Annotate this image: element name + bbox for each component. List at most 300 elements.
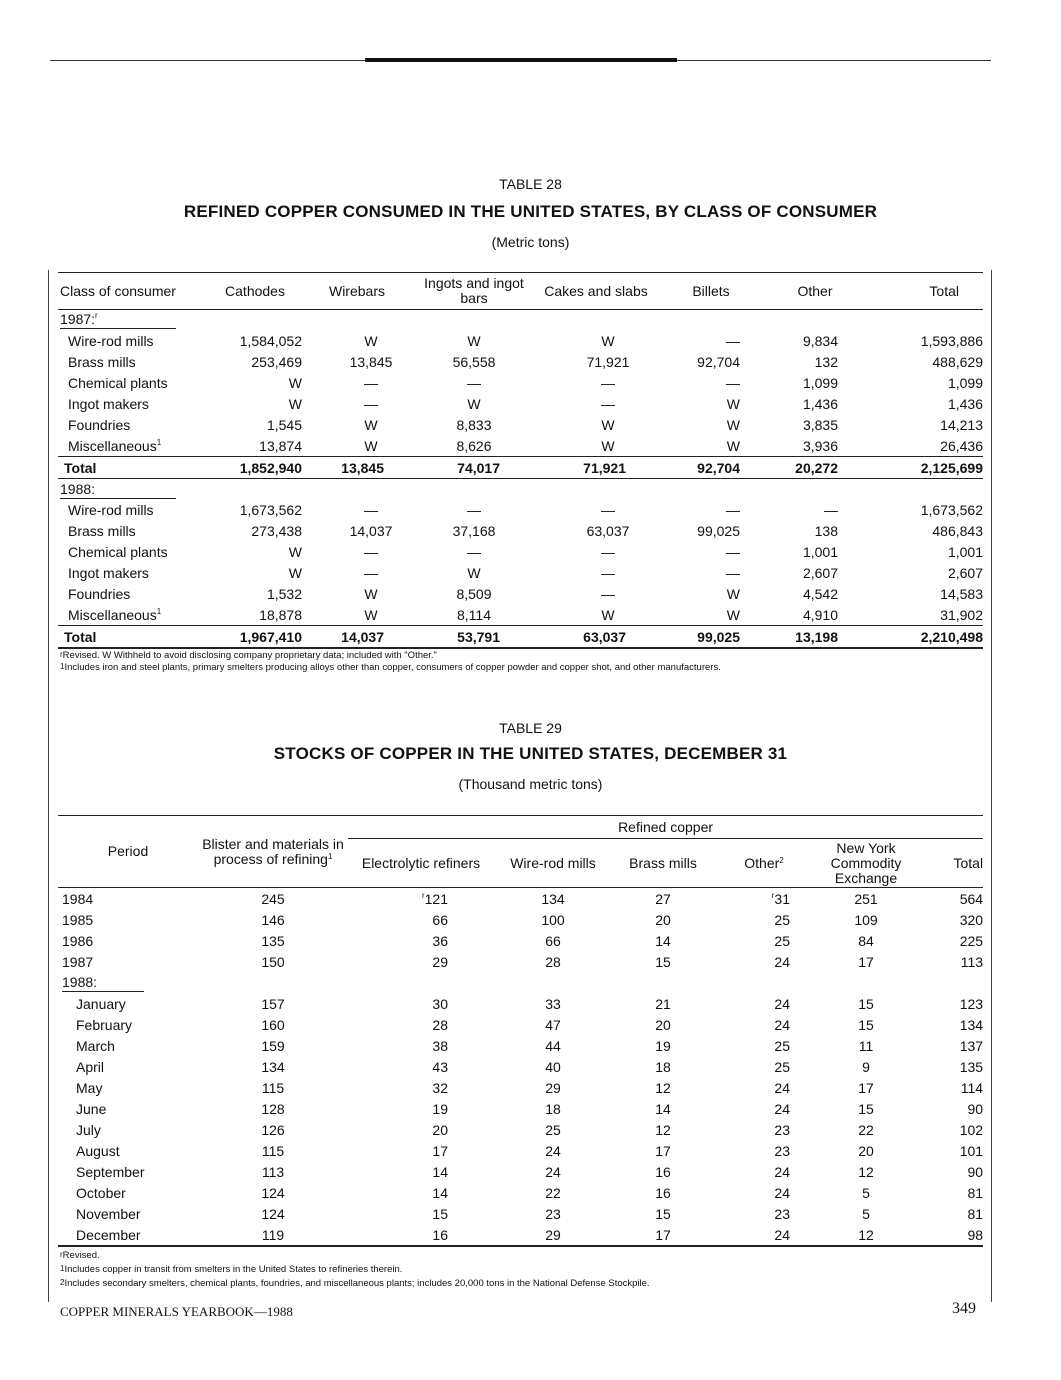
t29-cell: 43 (432, 1058, 448, 1075)
t28-row (58, 521, 983, 542)
t28-row-label: Ingot makers (68, 565, 149, 582)
t28-cell: 71,921 (586, 354, 630, 371)
t28-cell: 1,001 (947, 544, 983, 561)
table28 (58, 272, 983, 649)
t29-cell: 20 (858, 1142, 874, 1159)
t28-row-label: Total (58, 457, 208, 479)
t28-cell: 1,673,562 (920, 502, 983, 519)
t29-cell: 157 (261, 995, 285, 1012)
t28-row-label: Brass mills (68, 354, 136, 371)
t29-cell (714, 888, 814, 910)
t28-year-label (60, 311, 176, 329)
t29-cell: 18 (655, 1058, 671, 1075)
t28-cell: 92,704 (656, 457, 766, 479)
t29-cell: 15 (858, 1100, 874, 1117)
t29-cell: 28 (432, 1016, 448, 1033)
table29-footnote-2: $^2$Includes secondary smelters, chemical plants, foundries, and miscellaneous plants; includes 20,000 tons in the National Defense Stockpile. (60, 1278, 650, 1289)
t29-cell: 146 (261, 911, 285, 928)
t28-cell: 99,025 (697, 523, 740, 540)
t28-cell: 1,099 (947, 375, 983, 392)
t29-row-label: August (76, 1142, 120, 1159)
t28-cell: 2,607 (802, 565, 838, 582)
t28-cell: — (726, 544, 740, 561)
t29-row (58, 1182, 983, 1203)
t28-year-cell (58, 310, 983, 331)
table29-title: STOCKS OF COPPER IN THE UNITED STATES, DECEMBER 31 (273, 744, 788, 763)
t28-cell: W (364, 333, 378, 350)
t29-cell: 25 (545, 1121, 561, 1138)
t29-header-other-text: Other (744, 854, 780, 871)
t28-cell: 1,593,886 (920, 333, 983, 350)
t28-header-other: Other (766, 273, 864, 310)
t29-row-label: 1985 (62, 911, 94, 928)
t29-cell: 102 (959, 1121, 984, 1138)
t29-cell: 128 (261, 1100, 285, 1117)
t29-cell: 17 (655, 1142, 671, 1159)
t28-cell: W (467, 396, 481, 412)
t29-header-total: Total (918, 839, 983, 888)
t29-row-label: September (76, 1163, 145, 1180)
table28-units: (Metric tons) (491, 234, 570, 250)
t29-cell: 24 (545, 1163, 561, 1180)
t28-cell: W (726, 606, 740, 623)
t29-cell: 81 (967, 1184, 984, 1201)
t29-row-label: 1987 (62, 953, 94, 970)
t29-cell: 134 (261, 1058, 285, 1075)
t28-cell: W (601, 606, 615, 623)
t29-cell: 27 (655, 890, 671, 907)
t28-row (58, 500, 983, 521)
t29-header-blister: Blister and materials in process of refining$^1$ (198, 816, 348, 888)
t29-cell: 24 (774, 1163, 790, 1180)
t29-row-label: July (76, 1121, 101, 1138)
t28-cell: W (364, 606, 378, 623)
t28-header-cathodes: Cathodes (208, 273, 302, 310)
t29-header-blister-text: Blister and materials in process of refining (202, 835, 344, 867)
t29-cell: 17 (432, 1142, 448, 1159)
t29-cell: 16 (655, 1184, 671, 1201)
t29-cell: 29 (494, 1224, 612, 1246)
t29-cell: 24 (714, 1224, 814, 1246)
t28-cell: 8,626 (456, 437, 492, 454)
t28-cell: 74,017 (412, 457, 536, 479)
t28-revised-mark: r (95, 311, 98, 321)
t29-header-other: Other$^2$ (714, 839, 814, 888)
t29-year-label: 1988: (62, 974, 144, 992)
t28-cell: 4,910 (802, 606, 838, 623)
t29-row (58, 993, 983, 1014)
t28-footnote-mark: 1 (156, 606, 162, 616)
t29-cell: 12 (655, 1121, 671, 1138)
t28-cell: — (467, 544, 481, 561)
t28-row (58, 414, 983, 435)
t29-cell: 90 (967, 1100, 984, 1117)
t29-cell: 44 (545, 1037, 561, 1054)
t29-revised-mark: r (421, 890, 425, 900)
t29-row (58, 888, 983, 910)
t29-cell: 36 (432, 932, 448, 949)
t29-row-label: November (76, 1205, 141, 1222)
t29-row-label: October (76, 1184, 126, 1201)
t29-cell: 15 (858, 995, 874, 1012)
t28-cell: 26,436 (940, 437, 983, 454)
t28-cell: 14,037 (349, 523, 393, 540)
t28-year-cell (58, 479, 983, 500)
t29-row (58, 930, 983, 951)
t28-year-text: 1988: (60, 480, 96, 497)
t29-cell: 15 (432, 1205, 448, 1222)
t28-cell: 1,436 (947, 396, 983, 412)
t28-row (58, 542, 983, 563)
t29-year-row (58, 972, 983, 993)
t29-row-label: May (76, 1079, 103, 1096)
t28-cell: 132 (814, 354, 838, 371)
t29-cell: 14 (655, 1100, 671, 1117)
t29-row (58, 1035, 983, 1056)
t29-cell: 19 (655, 1037, 671, 1054)
t28-cell: W (288, 396, 302, 412)
t29-row-label: December (58, 1224, 198, 1246)
t29-cell: 21 (655, 995, 671, 1012)
t29-cell: 123 (959, 995, 984, 1012)
t28-total-row (58, 457, 983, 479)
t29-cell: 5 (862, 1205, 870, 1222)
t29-cell: 16 (655, 1163, 671, 1180)
t28-year-row (58, 310, 983, 331)
t28-cell: W (726, 416, 740, 433)
t28-cell: — (601, 586, 615, 603)
t29-revised-mark: r (771, 890, 775, 900)
t29-cell: 109 (854, 911, 878, 928)
t29-cell: 24 (545, 1142, 561, 1159)
t28-header-billets: Billets (656, 273, 766, 310)
t28-row-label (58, 604, 208, 625)
t29-cell: 19 (432, 1100, 448, 1117)
t28-cell: W (726, 586, 740, 603)
t29-cell: 84 (858, 932, 874, 949)
t28-row-label: Brass mills (68, 523, 136, 540)
t29-cell: 113 (960, 953, 984, 970)
t28-cell: — (364, 565, 378, 582)
t28-row-label (58, 435, 208, 456)
t29-header-brass: Brass mills (612, 839, 714, 888)
t29-cell: 101 (959, 1142, 984, 1159)
t28-row-label: Chemical plants (68, 375, 168, 392)
t28-cell: 8,509 (456, 586, 492, 603)
t28-cell: 18,878 (259, 606, 302, 623)
t28-cell: 13,845 (302, 457, 412, 479)
t28-row-label: Wire-rod mills (68, 502, 154, 519)
t29-cell: 14 (432, 1184, 448, 1201)
page-number: 349 (952, 1300, 976, 1317)
t29-cell: 20 (655, 911, 671, 928)
t28-cell: W (288, 375, 302, 392)
t28-cell: 488,629 (932, 354, 983, 371)
t28-cell: 1,436 (802, 396, 838, 412)
t29-cell: 25 (774, 932, 790, 949)
t29-cell: 14 (655, 932, 671, 949)
t29-cell: 28 (545, 953, 561, 970)
t29-cell: 100 (541, 911, 565, 928)
t28-cell: 1,852,940 (208, 457, 302, 479)
t29-cell: 124 (261, 1205, 285, 1222)
t29-header-refined: Refined copper (348, 816, 983, 839)
t28-row-label: Ingot makers (68, 396, 149, 412)
t29-cell: 137 (959, 1037, 984, 1054)
t29-cell: 24 (774, 995, 790, 1012)
t28-cell: — (601, 396, 615, 412)
t28-year-label (60, 481, 176, 499)
t29-cell: 24 (774, 953, 790, 970)
t28-cell: 1,545 (266, 416, 302, 433)
t28-cell: 2,607 (947, 565, 983, 582)
t29-cell: 225 (959, 932, 984, 949)
t28-cell: 14,213 (940, 416, 983, 433)
t28-cell: 13,874 (259, 437, 302, 454)
t28-row-label: Foundries (68, 416, 131, 433)
t28-footnote-mark: 1 (156, 437, 162, 447)
t29-cell (348, 888, 494, 910)
t29-cell: 126 (261, 1121, 285, 1138)
t29-row-label: June (76, 1100, 107, 1117)
t28-cell: — (467, 502, 481, 519)
table29-body (58, 888, 983, 1247)
t28-cell: 3,936 (802, 437, 838, 454)
t29-cell: 20 (655, 1016, 671, 1033)
table28-body (58, 310, 983, 649)
t28-row (58, 394, 983, 415)
t28-cell: — (601, 375, 615, 392)
t29-cell: 15 (655, 1205, 671, 1222)
t28-cell: 1,967,410 (208, 626, 302, 648)
t28-header-ingots: Ingots and ingot bars (412, 273, 536, 310)
t28-cell: 8,114 (457, 606, 491, 623)
t29-row (58, 1140, 983, 1161)
t28-cell: — (364, 502, 378, 519)
t29-cell: 23 (545, 1205, 561, 1222)
t28-cell: 63,037 (586, 523, 630, 540)
t28-fn-r-text: Revised. W Withheld to avoid disclosing company proprietary data; included with "Other." (62, 650, 437, 661)
t29-row (58, 1203, 983, 1224)
t28-cell: 273,438 (251, 523, 302, 540)
t28-cell: 13,198 (766, 626, 864, 648)
t29-cell: 159 (261, 1037, 285, 1054)
t29-cell: 17 (858, 953, 874, 970)
t29-row-label: 1984 (62, 890, 94, 907)
t28-header-cakes: Cakes and slabs (536, 273, 656, 310)
table28-number: TABLE 28 (499, 176, 562, 192)
t29-row (58, 1224, 983, 1246)
t28-cell: — (726, 333, 740, 350)
t29-cell: 33 (545, 995, 561, 1012)
t28-row (58, 352, 983, 373)
t28-cell: W (467, 565, 481, 582)
t28-cell: W (288, 565, 302, 582)
t28-cell: W (467, 333, 481, 350)
t29-cell: 17 (858, 1079, 874, 1096)
t29-cell: 23 (774, 1142, 790, 1159)
t29-cell-text: 121 (424, 890, 448, 907)
t29-cell: 113 (261, 1163, 285, 1180)
t29-cell: 245 (261, 890, 285, 907)
t29-cell: 98 (918, 1224, 983, 1246)
t28-cell: — (726, 375, 740, 392)
t28-fn-1-text: Includes iron and steel plants, primary smelters producing alloys other than copper, consumers of copper powder and copper shot, and other manufacturers. (64, 662, 721, 673)
table28-footnote-revised: $^r$Revised. W Withheld to avoid disclosing company proprietary data; included with "Other." (60, 650, 437, 661)
t28-row (58, 373, 983, 394)
t29-cell: 124 (261, 1184, 285, 1201)
t29-year-cell (58, 972, 983, 993)
t29-cell: 135 (261, 932, 285, 949)
t29-header-period: Period (58, 816, 198, 888)
t29-cell: 150 (261, 953, 285, 970)
t29-cell: 24 (774, 1079, 790, 1096)
t29-cell-text: 31 (774, 890, 790, 907)
t28-cell: W (364, 437, 378, 454)
t28-cell: — (601, 544, 615, 561)
t29-fn-r-text: Revised. (62, 1250, 100, 1261)
t29-header-nyce: New York Commodity Exchange (814, 839, 918, 888)
table29 (58, 815, 983, 1247)
t28-cell: 56,558 (452, 354, 496, 371)
t29-cell: 114 (960, 1079, 984, 1096)
t28-cell: W (364, 416, 378, 433)
t29-cell: 11 (858, 1037, 874, 1054)
t29-cell: 135 (959, 1058, 984, 1075)
t28-cell: 4,542 (802, 586, 838, 603)
t29-fn-2-text: Includes secondary smelters, chemical plants, foundries, and miscellaneous plants; includes 20,000 tons in the National Defense Stockpile. (64, 1278, 650, 1289)
t29-cell: 160 (261, 1016, 285, 1033)
t28-cell: — (467, 375, 481, 392)
t29-cell: 14 (432, 1163, 448, 1180)
t29-header-electrolytic: Electrolytic refiners (348, 839, 494, 888)
t29-row-label: April (76, 1058, 105, 1075)
t29-cell: 32 (432, 1079, 448, 1096)
t28-cell: — (364, 544, 378, 561)
t29-cell: 22 (545, 1184, 561, 1201)
t28-cell: 14,583 (940, 586, 983, 603)
t29-cell: 22 (858, 1121, 874, 1138)
t28-cell: 31,902 (940, 606, 983, 623)
t29-cell: 9 (862, 1058, 870, 1075)
t29-row (58, 1119, 983, 1140)
table29-number: TABLE 29 (499, 720, 562, 736)
t28-cell: 253,469 (251, 354, 302, 371)
t29-cell: 24 (774, 1100, 790, 1117)
t28-cell: 9,834 (802, 333, 838, 350)
t29-row-label: March (76, 1037, 115, 1054)
t28-cell: 1,673,562 (239, 502, 302, 519)
t29-cell: 24 (774, 1184, 790, 1201)
t28-total-row (58, 626, 983, 648)
t28-cell: W (288, 544, 302, 561)
t28-row (58, 563, 983, 584)
t28-header-wirebars: Wirebars (302, 273, 412, 310)
t29-cell: 25 (774, 1037, 790, 1054)
t28-row (58, 331, 983, 352)
t28-year-text: 1987: (60, 311, 96, 328)
t29-cell: 66 (545, 932, 561, 949)
t29-cell: 29 (545, 1079, 561, 1096)
t28-year-row (58, 479, 983, 500)
t28-row (58, 584, 983, 605)
t29-row (58, 1014, 983, 1035)
t28-cell: 138 (814, 523, 838, 540)
t29-cell: 17 (612, 1224, 714, 1246)
t28-cell: 1,001 (802, 544, 838, 561)
t29-row (58, 951, 983, 972)
t29-cell: 29 (432, 953, 448, 970)
t29-row (58, 1077, 983, 1098)
t28-cell: 8,833 (456, 416, 492, 433)
t28-cell: 53,791 (412, 626, 536, 648)
t28-row (58, 604, 983, 625)
t29-header-wirerod: Wire-rod mills (494, 839, 612, 888)
t29-cell: 15 (655, 953, 671, 970)
t28-cell: W (364, 586, 378, 603)
t28-cell: 99,025 (656, 626, 766, 648)
table29-units: (Thousand metric tons) (458, 776, 603, 792)
t29-cell: 134 (959, 1016, 984, 1033)
t29-cell: 115 (261, 1142, 285, 1159)
t29-row-label: 1986 (62, 932, 94, 949)
t28-row-label: Foundries (68, 586, 131, 603)
t28-cell: 14,037 (302, 626, 412, 648)
t29-cell: 18 (545, 1100, 561, 1117)
t29-row (58, 909, 983, 930)
t28-cell: 2,210,498 (864, 626, 983, 648)
t28-cell: 71,921 (536, 457, 656, 479)
t29-cell: 38 (432, 1037, 448, 1054)
t29-cell: 25 (774, 1058, 790, 1075)
t28-header-total: Total (864, 273, 983, 310)
t29-cell: 90 (967, 1163, 984, 1180)
t28-cell: W (601, 437, 615, 454)
t29-fn-1-text: Includes copper in transit from smelters in the United States to refineries therein. (64, 1264, 403, 1275)
t29-row (58, 1056, 983, 1077)
t29-cell: 30 (432, 995, 448, 1012)
top-bar (365, 58, 677, 62)
t29-cell: 320 (959, 911, 984, 928)
t29-cell: 25 (774, 911, 790, 928)
t28-row-label: Chemical plants (68, 544, 168, 561)
t29-row (58, 1098, 983, 1119)
t28-row (58, 435, 983, 456)
t28-cell: 13,845 (349, 354, 393, 371)
t28-cell: W (726, 437, 740, 454)
t28-cell: 1,584,052 (239, 333, 302, 350)
table28-title: REFINED COPPER CONSUMED IN THE UNITED STATES, BY CLASS OF CONSUMER (183, 202, 878, 221)
t29-cell: 81 (967, 1205, 984, 1222)
t28-cell: 3,835 (802, 416, 838, 433)
t29-cell: 5 (862, 1184, 870, 1201)
t28-cell: 486,843 (932, 523, 983, 540)
t29-cell: 23 (774, 1121, 790, 1138)
t29-row-label: January (76, 995, 126, 1012)
t29-cell: 16 (348, 1224, 494, 1246)
t28-cell: W (601, 333, 615, 350)
t29-cell: 12 (858, 1163, 874, 1180)
table29-footnote-1: $^1$Includes copper in transit from smelters in the United States to refineries therein. (60, 1264, 403, 1275)
t28-cell: — (364, 396, 378, 412)
t28-cell: W (726, 396, 740, 412)
t29-row (58, 1161, 983, 1182)
t28-cell: — (601, 502, 615, 519)
t28-cell: 2,125,699 (864, 457, 983, 479)
t29-cell: 115 (261, 1079, 285, 1096)
t28-cell: — (726, 502, 740, 519)
t28-cell: 92,704 (697, 354, 740, 371)
